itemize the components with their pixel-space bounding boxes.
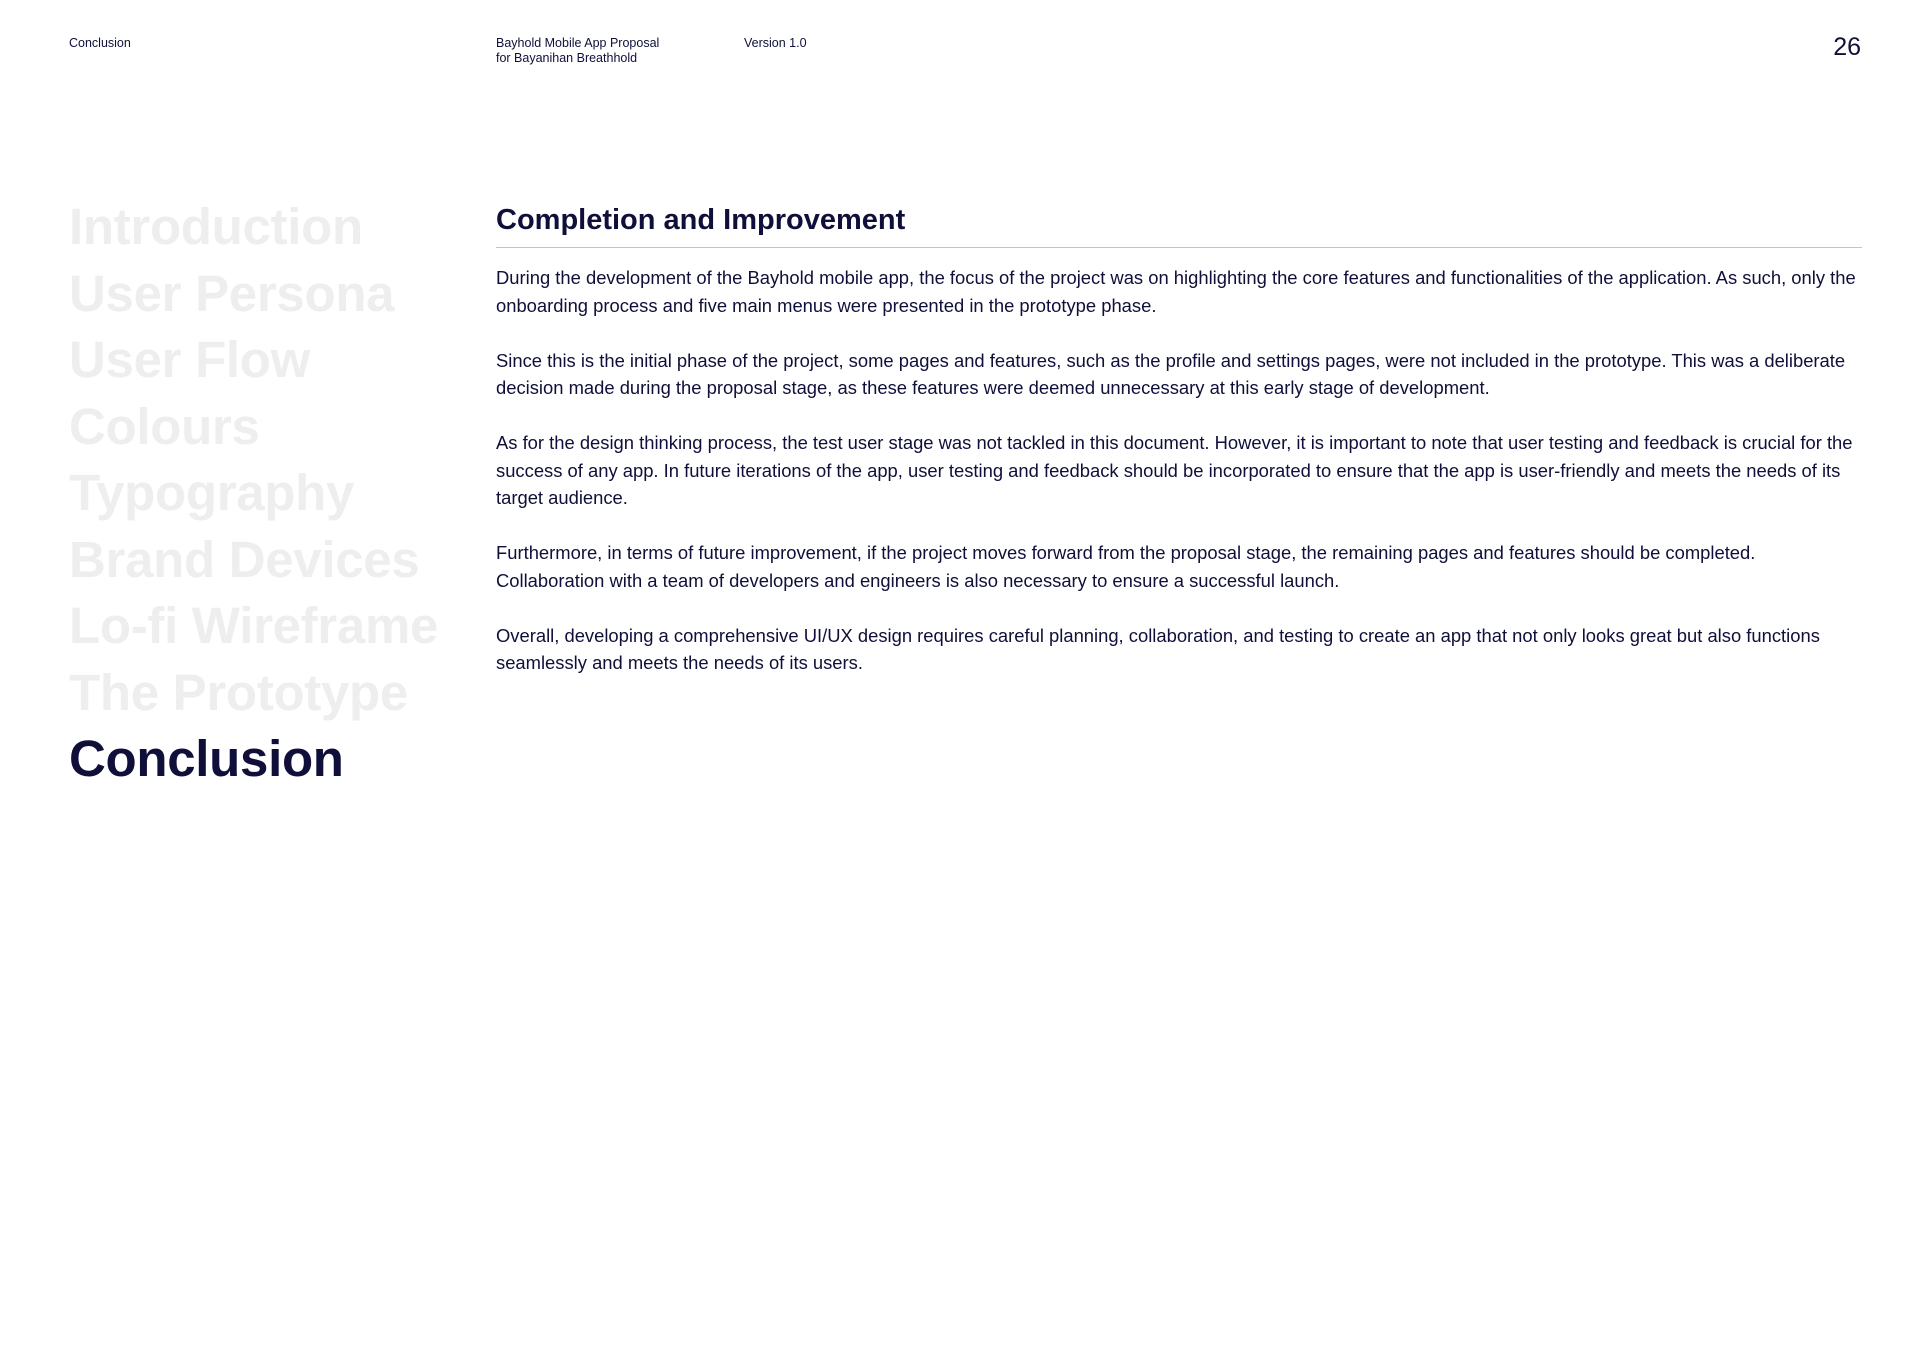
header-document-title	[496, 36, 659, 66]
table-of-contents	[69, 194, 438, 793]
toc-item-lo-fi-wireframe[interactable]: Lo-fi Wireframe	[69, 597, 439, 654]
toc-item-user-flow[interactable]: User Flow	[69, 331, 311, 388]
body-paragraph: During the development of the Bayhold mobile app, the focus of the project was on highlighting the core features and functionalities of the application. As such, only the onboarding process and five main menus were presented in the prototype phase.	[496, 267, 1856, 316]
header-version: Version 1.0	[744, 36, 807, 50]
header-document-title-line1: Bayhold Mobile App Proposal	[496, 36, 660, 50]
header-document-title-line2: for Bayanihan Breathhold	[496, 51, 638, 65]
toc-item-conclusion[interactable]: Conclusion	[69, 730, 344, 787]
toc-item-typography[interactable]: Typography	[69, 464, 355, 521]
toc-item-the-prototype[interactable]: The Prototype	[69, 663, 408, 721]
body-paragraph: Furthermore, in terms of future improvement, if the project moves forward from the proposal stage, the remaining pages and features should be completed. Collaboration with a team of developers and engineers is also necessary to ensure a successful launch.	[496, 542, 1756, 591]
body-paragraph: Overall, developing a comprehensive UI/UX design requires careful planning, collaboration, and testing to create an app that not only looks great but also functions seamlessly and meets the needs of its users.	[496, 624, 1820, 673]
page-number: 26	[1833, 33, 1861, 61]
toc-item-introduction[interactable]: Introduction	[69, 198, 363, 255]
toc-item-brand-devices[interactable]: Brand Devices	[69, 530, 420, 588]
section-heading: Completion and Improvement	[496, 200, 1862, 248]
body-paragraph: Since this is the initial phase of the project, some pages and features, such as the profile and settings pages, were not included in the prototype. This was a deliberate decision made during the proposal stage, as these features were deemed unnecessary at this early stage of development.	[496, 349, 1846, 398]
toc-item-colours[interactable]: Colours	[69, 397, 260, 455]
body-text	[496, 264, 1862, 677]
toc-item-user-persona[interactable]: User Persona	[69, 264, 395, 322]
header-section-label: Conclusion	[69, 36, 131, 50]
main-content	[496, 200, 1862, 704]
body-paragraph: As for the design thinking process, the test user stage was not tackled in this document. However, it is important to note that user testing and feedback is crucial for the success of any app. In future iterations of the app, user testing and feedback should be incorporated to ensure that the app is user-friendly and meets the needs of its target audience.	[496, 432, 1853, 508]
